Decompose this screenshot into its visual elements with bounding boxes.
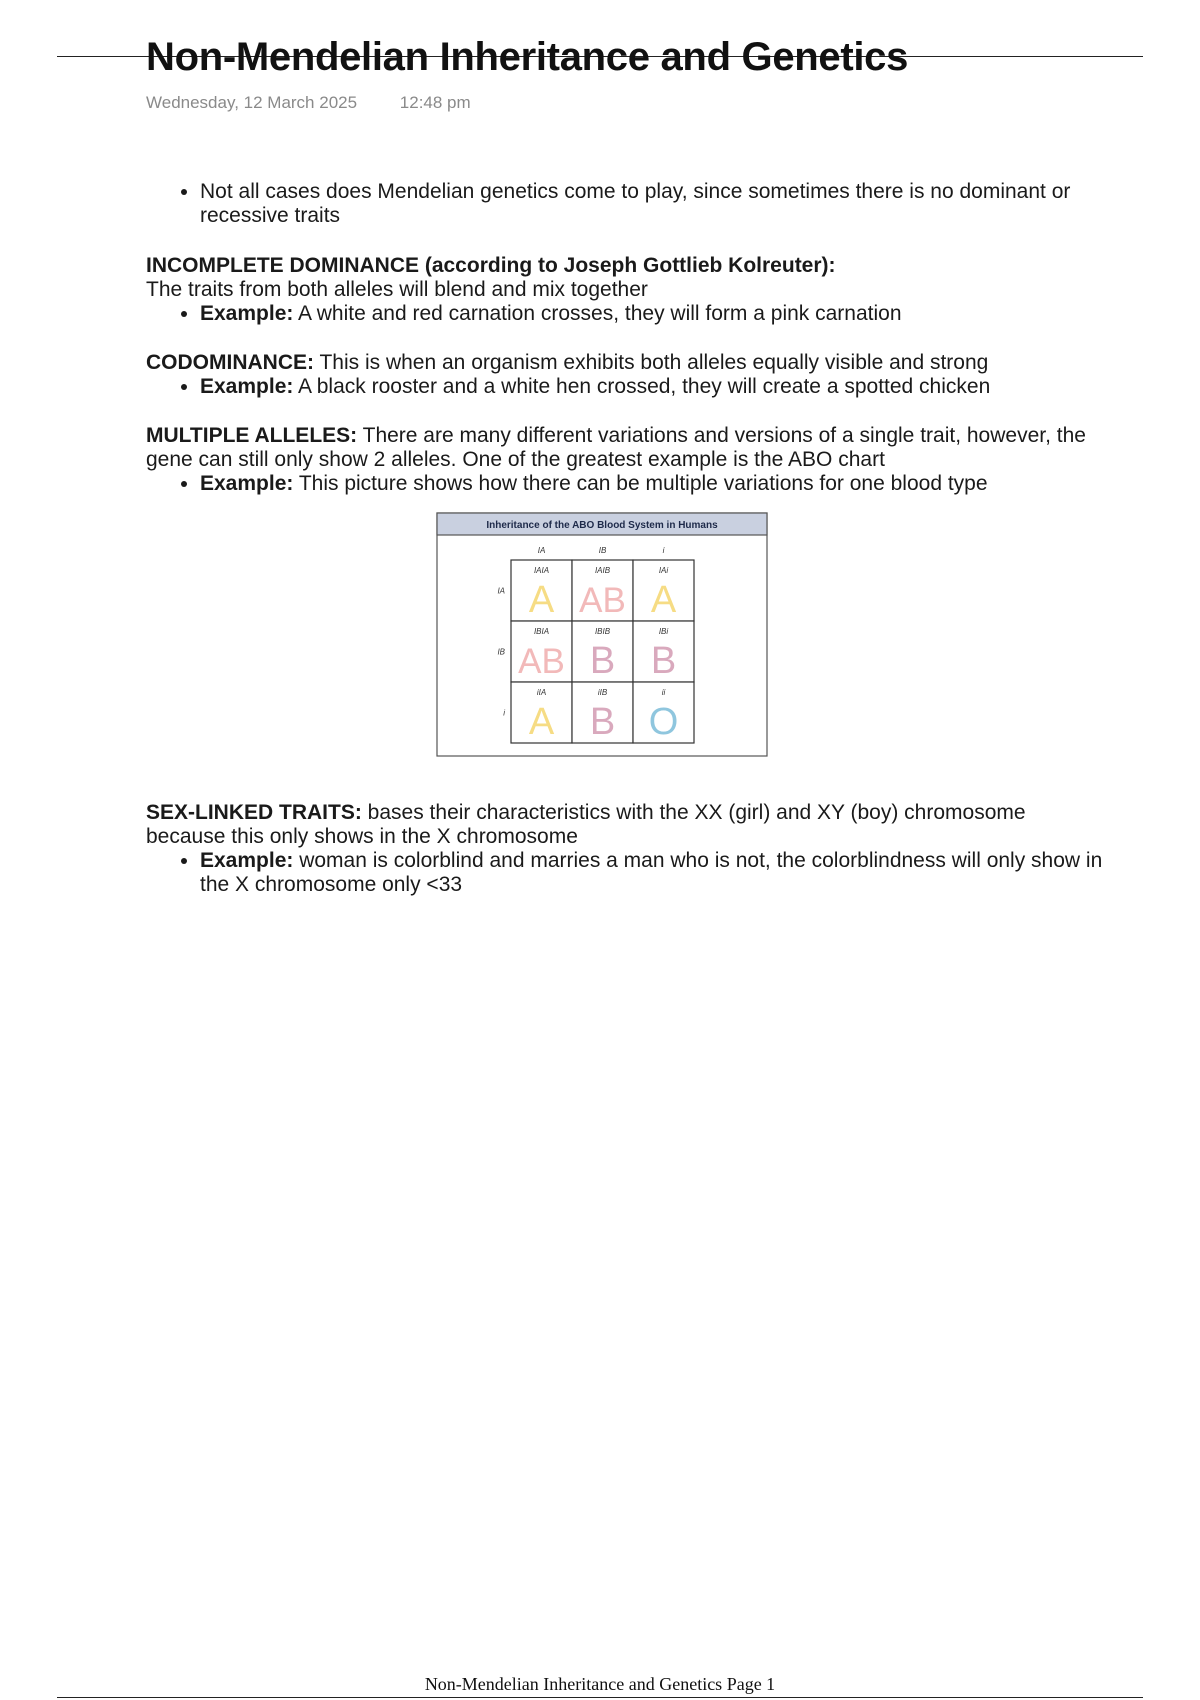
col-header-1: IA (537, 546, 546, 555)
chart-title: Inheritance of the ABO Blood System in Humans (486, 520, 718, 531)
col-header-2: IB (598, 546, 607, 555)
cell-genotype: ii (661, 688, 666, 697)
multiple-example (200, 472, 1106, 496)
codominance-list (146, 375, 1106, 399)
page-meta (146, 93, 471, 113)
incomplete-list (146, 302, 1106, 326)
row-header-2: IB (497, 647, 505, 657)
intro-bullet: • Not all cases does Mendelian genetics come to play, since sometimes there is no dominant or recessive traits (200, 180, 1106, 228)
codominance-paragraph (146, 351, 1106, 375)
codominance-heading: CODOMINANCE: (146, 351, 314, 374)
cell-genotype: IAIB (594, 566, 611, 575)
cell-blood-type: B (589, 701, 616, 743)
cell-blood-type: B (589, 640, 616, 682)
intro-list (146, 180, 1106, 228)
row-header-1: IA (497, 586, 505, 596)
multiple-example-text: This picture shows how there can be multiple variations for one blood type (293, 472, 988, 495)
page-time: 12:48 pm (399, 93, 471, 112)
cell-blood-type: O (648, 701, 679, 743)
cell-blood-type: B (650, 640, 677, 682)
col-header-3: i (662, 546, 665, 555)
abo-chart-svg (436, 512, 768, 757)
page-title: Non-Mendelian Inheritance and Genetics (146, 35, 909, 79)
row-header-3: i (503, 708, 505, 718)
cell-genotype: iIB (597, 688, 608, 697)
sexlinked-paragraph (146, 801, 1106, 849)
codominance-text: This is when an organism exhibits both alleles equally visible and strong (314, 351, 989, 374)
sexlinked-example (200, 849, 1106, 897)
multiple-text: There are many different variations and versions of a single trait, however, the gene can still only show 2 alleles. One of the greatest example is the ABO chart (146, 424, 1086, 471)
multiple-paragraph (146, 424, 1106, 472)
footer-rule (57, 1697, 1143, 1698)
note-body (146, 180, 1106, 897)
cell-genotype: IAi (658, 566, 669, 575)
cell-blood-type: AB (579, 581, 626, 620)
incomplete-example-text: A white and red carnation crosses, they will form a pink carnation (293, 302, 902, 325)
incomplete-example-label: Example: (200, 302, 294, 325)
sexlinked-list (146, 849, 1106, 897)
sexlinked-example-label: Example: (200, 849, 294, 872)
codominance-example-label: Example: (200, 375, 294, 398)
codominance-example-text: A black rooster and a white hen crossed, they will create a spotted chicken (293, 375, 991, 398)
incomplete-example (200, 302, 1106, 326)
cell-blood-type: AB (518, 642, 565, 681)
cell-blood-type: A (528, 579, 555, 621)
multiple-heading: MULTIPLE ALLELES: (146, 424, 358, 447)
page-date: Wednesday, 12 March 2025 (146, 93, 358, 112)
multiple-list (146, 472, 1106, 496)
cell-genotype: IAIA (533, 566, 550, 575)
incomplete-heading (146, 254, 1106, 278)
cell-blood-type: A (650, 579, 677, 621)
codominance-example (200, 375, 1106, 399)
cell-blood-type: A (528, 701, 555, 743)
cell-genotype: IBIB (594, 627, 611, 636)
sexlinked-text: bases their characteristics with the XX (girl) and XY (boy) chromosome because this only shows in the X chromosome (146, 801, 1026, 848)
multiple-example-label: Example: (200, 472, 294, 495)
cell-genotype: IBi (658, 627, 669, 636)
abo-chart-figure (436, 512, 768, 757)
page-footer: Non-Mendelian Inheritance and Genetics Page 1 (424, 1674, 776, 1694)
cell-genotype: iIA (536, 688, 547, 697)
sexlinked-example-text: woman is colorblind and marries a man who is not, the colorblindness will only show in the X chromosome only <33 (200, 849, 1103, 896)
incomplete-text: The traits from both alleles will blend and mix together (146, 278, 648, 301)
cell-genotype: IBIA (533, 627, 550, 636)
incomplete-heading-text: INCOMPLETE DOMINANCE (according to Joseph Gottlieb Kolreuter): (146, 254, 836, 277)
sexlinked-heading: SEX-LINKED TRAITS: (146, 801, 362, 824)
